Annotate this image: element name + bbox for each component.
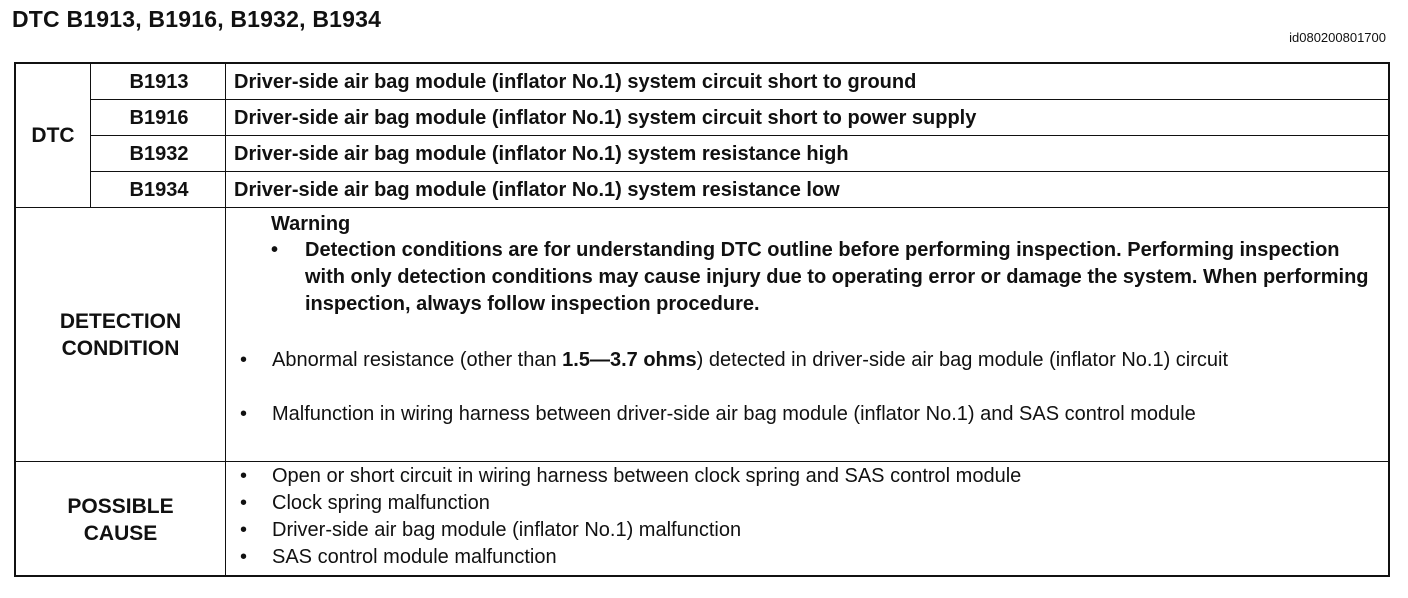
bullet-icon: •: [240, 519, 248, 541]
resistance-range: 1.5—3.7 ohms: [562, 349, 697, 371]
detection-text-suffix: ) detected in driver-side air bag module (inflator No.1) circuit: [696, 349, 1229, 371]
dtc-table: [14, 62, 1390, 577]
dtc-code-3: B1932: [129, 142, 189, 165]
cause-label-line1: POSSIBLE: [67, 494, 174, 518]
detection-condition-label: [16, 208, 225, 461]
dtc-description-3: Driver-side air bag module (inflator No.1) system resistance high: [234, 142, 849, 165]
cause-bullet-3: [240, 517, 1380, 544]
cause-text: SAS control module malfunction: [272, 546, 557, 568]
detection-label-line2: CONDITION: [61, 336, 180, 360]
page-title: DTC B1913, B1916, B1932, B1934: [12, 6, 382, 32]
detection-bullet-text: [272, 347, 1380, 374]
warning-text: Detection conditions are for understanding DTC outline before performing inspection. Performing inspection with only detection conditions may cause injury due to operating error or damage the system. When performing inspection, always follow inspection procedure.: [305, 239, 1369, 315]
bullet-icon: •: [240, 492, 248, 514]
detection-bullet-2: [240, 401, 1380, 428]
cause-bullet-4: [240, 544, 1380, 571]
cause-text: Driver-side air bag module (inflator No.1) malfunction: [272, 519, 742, 541]
dtc-section-label: [16, 64, 90, 207]
detection-bullet-1: [240, 347, 1380, 374]
dtc-description-1: Driver-side air bag module (inflator No.1) system circuit short to ground: [234, 70, 917, 93]
dtc-description-4: Driver-side air bag module (inflator No.1) system resistance low: [234, 178, 840, 201]
warning-bullet-item: [271, 237, 1381, 318]
dtc-code-1: B1913: [129, 70, 189, 93]
cause-text: Clock spring malfunction: [272, 492, 490, 514]
cause-text: Open or short circuit in wiring harness between clock spring and SAS control module: [272, 465, 1022, 487]
detection-label-line1: DETECTION: [59, 309, 182, 333]
cause-label-line2: CAUSE: [83, 521, 158, 545]
bullet-icon: •: [240, 465, 248, 487]
bullet-icon: •: [240, 403, 248, 425]
dtc-description-2: Driver-side air bag module (inflator No.1) system circuit short to power supply: [234, 106, 977, 129]
bullet-icon: •: [271, 239, 279, 261]
dtc-code-4: B1934: [129, 178, 189, 201]
document-id: id080200801700: [1289, 30, 1386, 45]
cause-bullet-1: [240, 463, 1380, 490]
warning-title: Warning: [271, 213, 351, 235]
bullet-icon: •: [240, 546, 248, 568]
detection-bullet-text: Malfunction in wiring harness between driver-side air bag module (inflator No.1) and SAS control module: [272, 403, 1196, 425]
detection-text-prefix: Abnormal resistance (other than: [272, 349, 563, 371]
dtc-code-2: B1916: [129, 106, 189, 129]
possible-cause-label: [16, 462, 225, 577]
dtc-label-text: DTC: [31, 124, 75, 147]
bullet-icon: •: [240, 349, 248, 371]
cause-bullet-2: [240, 490, 1380, 517]
